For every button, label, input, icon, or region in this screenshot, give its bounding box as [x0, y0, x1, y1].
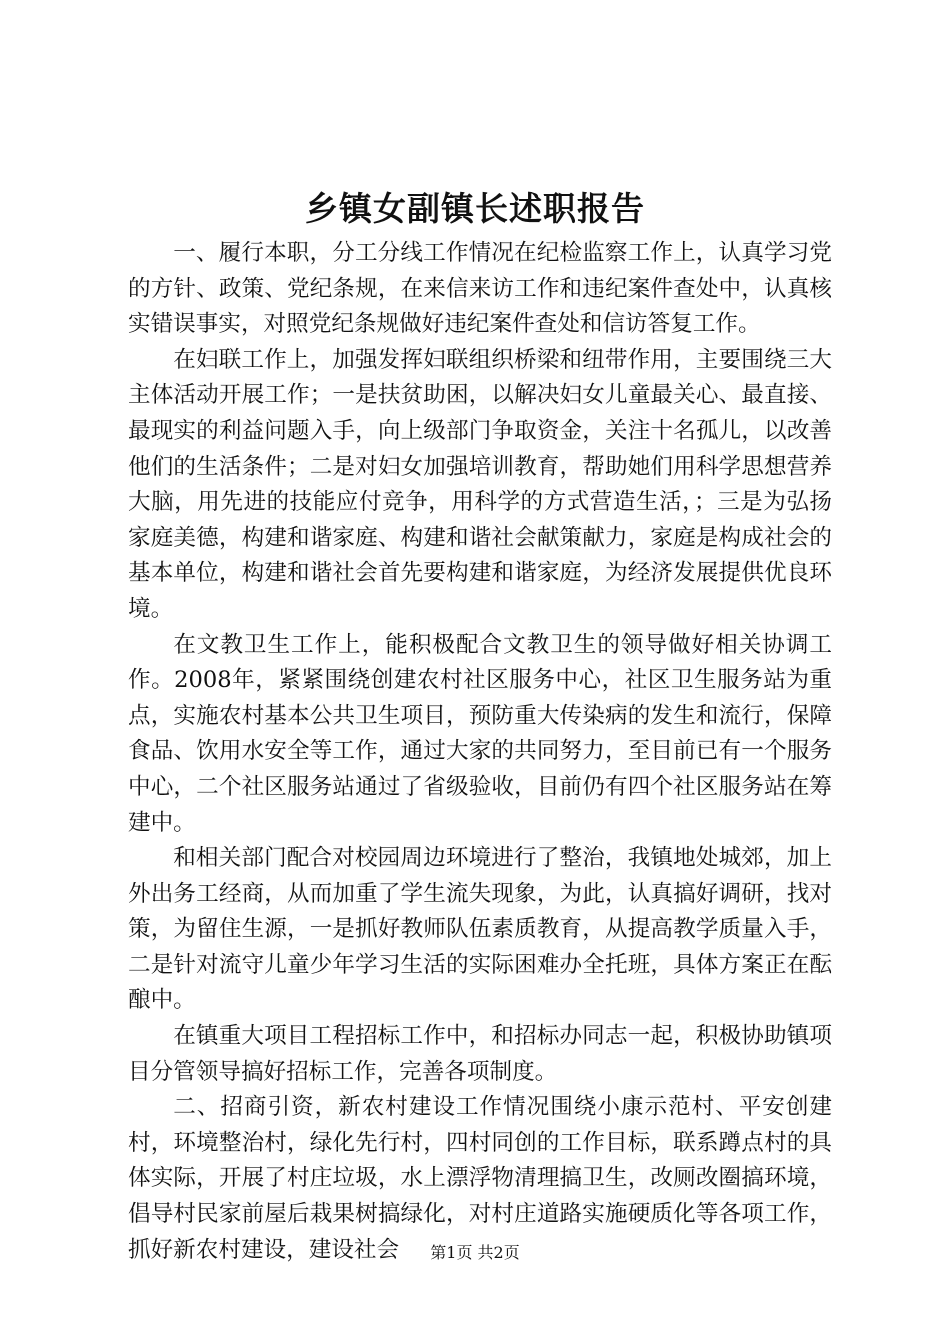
- document-body: [128, 236, 832, 1268]
- paragraph-project-tendering: 在镇重大项目工程招标工作中，和招标办同志一起，积极协助镇项目分管领导搞好招标工作，完善各项制度。: [128, 1023, 832, 1085]
- page-number-footer: 第1页 共2页: [430, 1243, 520, 1262]
- paragraph-investment-rural-construction: 二、招商引资，新农村建设工作情况围绕小康示范村、平安创建村，环境整治村，绿化先行村，四村同创的工作目标，联系蹲点村的具体实际，开展了村庄垃圾，水上漂浮物清理搞卫生，改厕改圈搞环境，倡导村民家前屋后栽果树搞绿化，对村庄道路实施硬质化等各项工作，抓好新农村建设，建设社会: [128, 1094, 832, 1263]
- paragraph-womens-federation: 在妇联工作上，加强发挥妇联组织桥梁和纽带作用，主要围绕三大主体活动开展工作；一是扶贫助困，以解决妇女儿童最关心、最直接、最现实的利益问题入手，向上级部门争取资金，关注十名孤儿，以改善他们的生活条件；二是对妇女加强培训教育，帮助她们用科学思想营养大脑，用先进的技能应付竞争，用科学的方式营造生活，；三是为弘扬家庭美德，构建和谐家庭、构建和谐社会献策献力，家庭是构成社会的基本单位，构建和谐社会首先要构建和谐家庭，为经济发展提供优良环境。: [128, 346, 832, 622]
- paragraph-education-health: 在文教卫生工作上，能积极配合文教卫生的领导做好相关协调工作。2008年，紧紧围绕创建农村社区服务中心，社区卫生服务站为重点，实施农村基本公共卫生项目，预防重大传染病的发生和流行，保障食品、饮用水安全等工作，通过大家的共同努力，至目前已有一个服务中心，二个社区服务站通过了省级验收，目前仍有四个社区服务站在筹建中。: [128, 631, 832, 836]
- paragraph-campus-environment: 和相关部门配合对校园周边环境进行了整治，我镇地处城郊，加上外出务工经商，从而加重了学生流失现象，为此，认真搞好调研，找对策，为留住生源，一是抓好教师队伍素质教育，从提高教学质量入手，二是针对流守儿童少年学习生活的实际困难办全托班，具体方案正在酝酿中。: [128, 845, 832, 1014]
- document-title: 乡镇女副镇长述职报告: [305, 189, 645, 228]
- paragraph-duty-discipline: 一、履行本职，分工分线工作情况在纪检监察工作上，认真学习党的方针、政策、党纪条规，在来信来访工作和违纪案件查处中，认真核实错误事实，对照党纪条规做好违纪案件查处和信访答复工作。: [128, 240, 832, 338]
